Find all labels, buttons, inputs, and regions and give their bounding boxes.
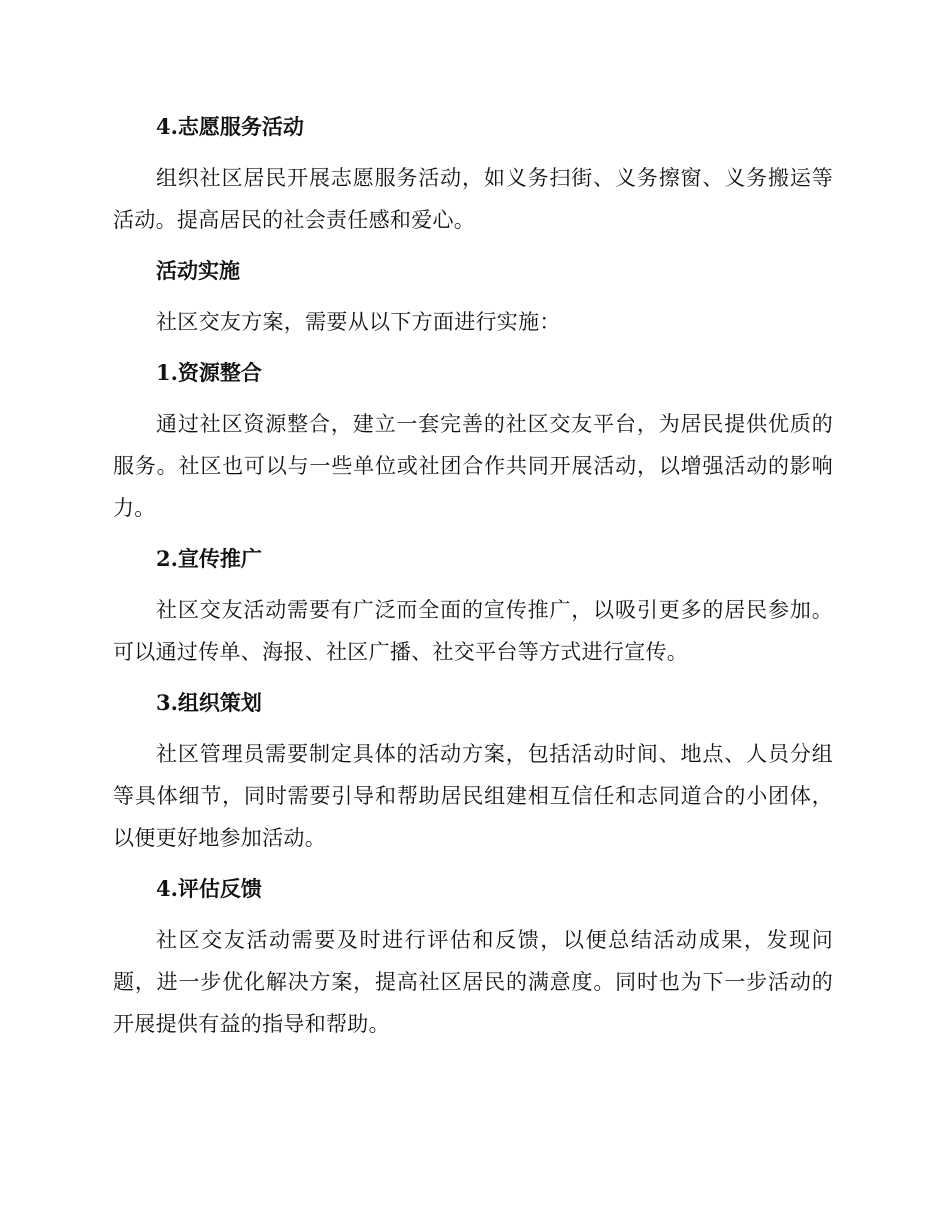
section-paragraph-evaluation: 社区交友活动需要及时进行评估和反馈，以便总结活动成果，发现问题，进一步优化解决方案，提高社区居民的满意度。同时也为下一步活动的开展提供有益的指导和帮助。 [113,928,833,1036]
section-paragraph-planning: 社区管理员需要制定具体的活动方案，包括活动时间、地点、人员分组等具体细节，同时需要引导和帮助居民组建相互信任和志同道合的小团体，以便更好地参加活动。 [113,742,833,850]
section-heading-planning: 3.组织策划 [156,690,262,715]
section-heading-evaluation: 4.评估反馈 [156,876,262,901]
document-page [113,108,833,1045]
section-paragraph-volunteer: 组织社区居民开展志愿服务活动，如义务扫街、义务擦窗、义务搬运等活动。提高居民的社会责任感和爱心。 [113,166,833,232]
section-heading-resources: 1.资源整合 [156,360,262,385]
section-heading-volunteer: 4.志愿服务活动 [156,114,304,139]
section-paragraph-implementation: 社区交友方案，需要从以下方面进行实施： [156,310,561,334]
section-heading-promotion: 2.宣传推广 [156,546,262,571]
section-paragraph-resources: 通过社区资源整合，建立一套完善的社区交友平台，为居民提供优质的服务。社区也可以与一些单位或社团合作共同开展活动，以增强活动的影响力。 [113,412,833,520]
section-paragraph-promotion: 社区交友活动需要有广泛而全面的宣传推广，以吸引更多的居民参加。可以通过传单、海报、社区广播、社交平台等方式进行宣传。 [113,598,833,664]
section-heading-implementation: 活动实施 [156,258,240,283]
